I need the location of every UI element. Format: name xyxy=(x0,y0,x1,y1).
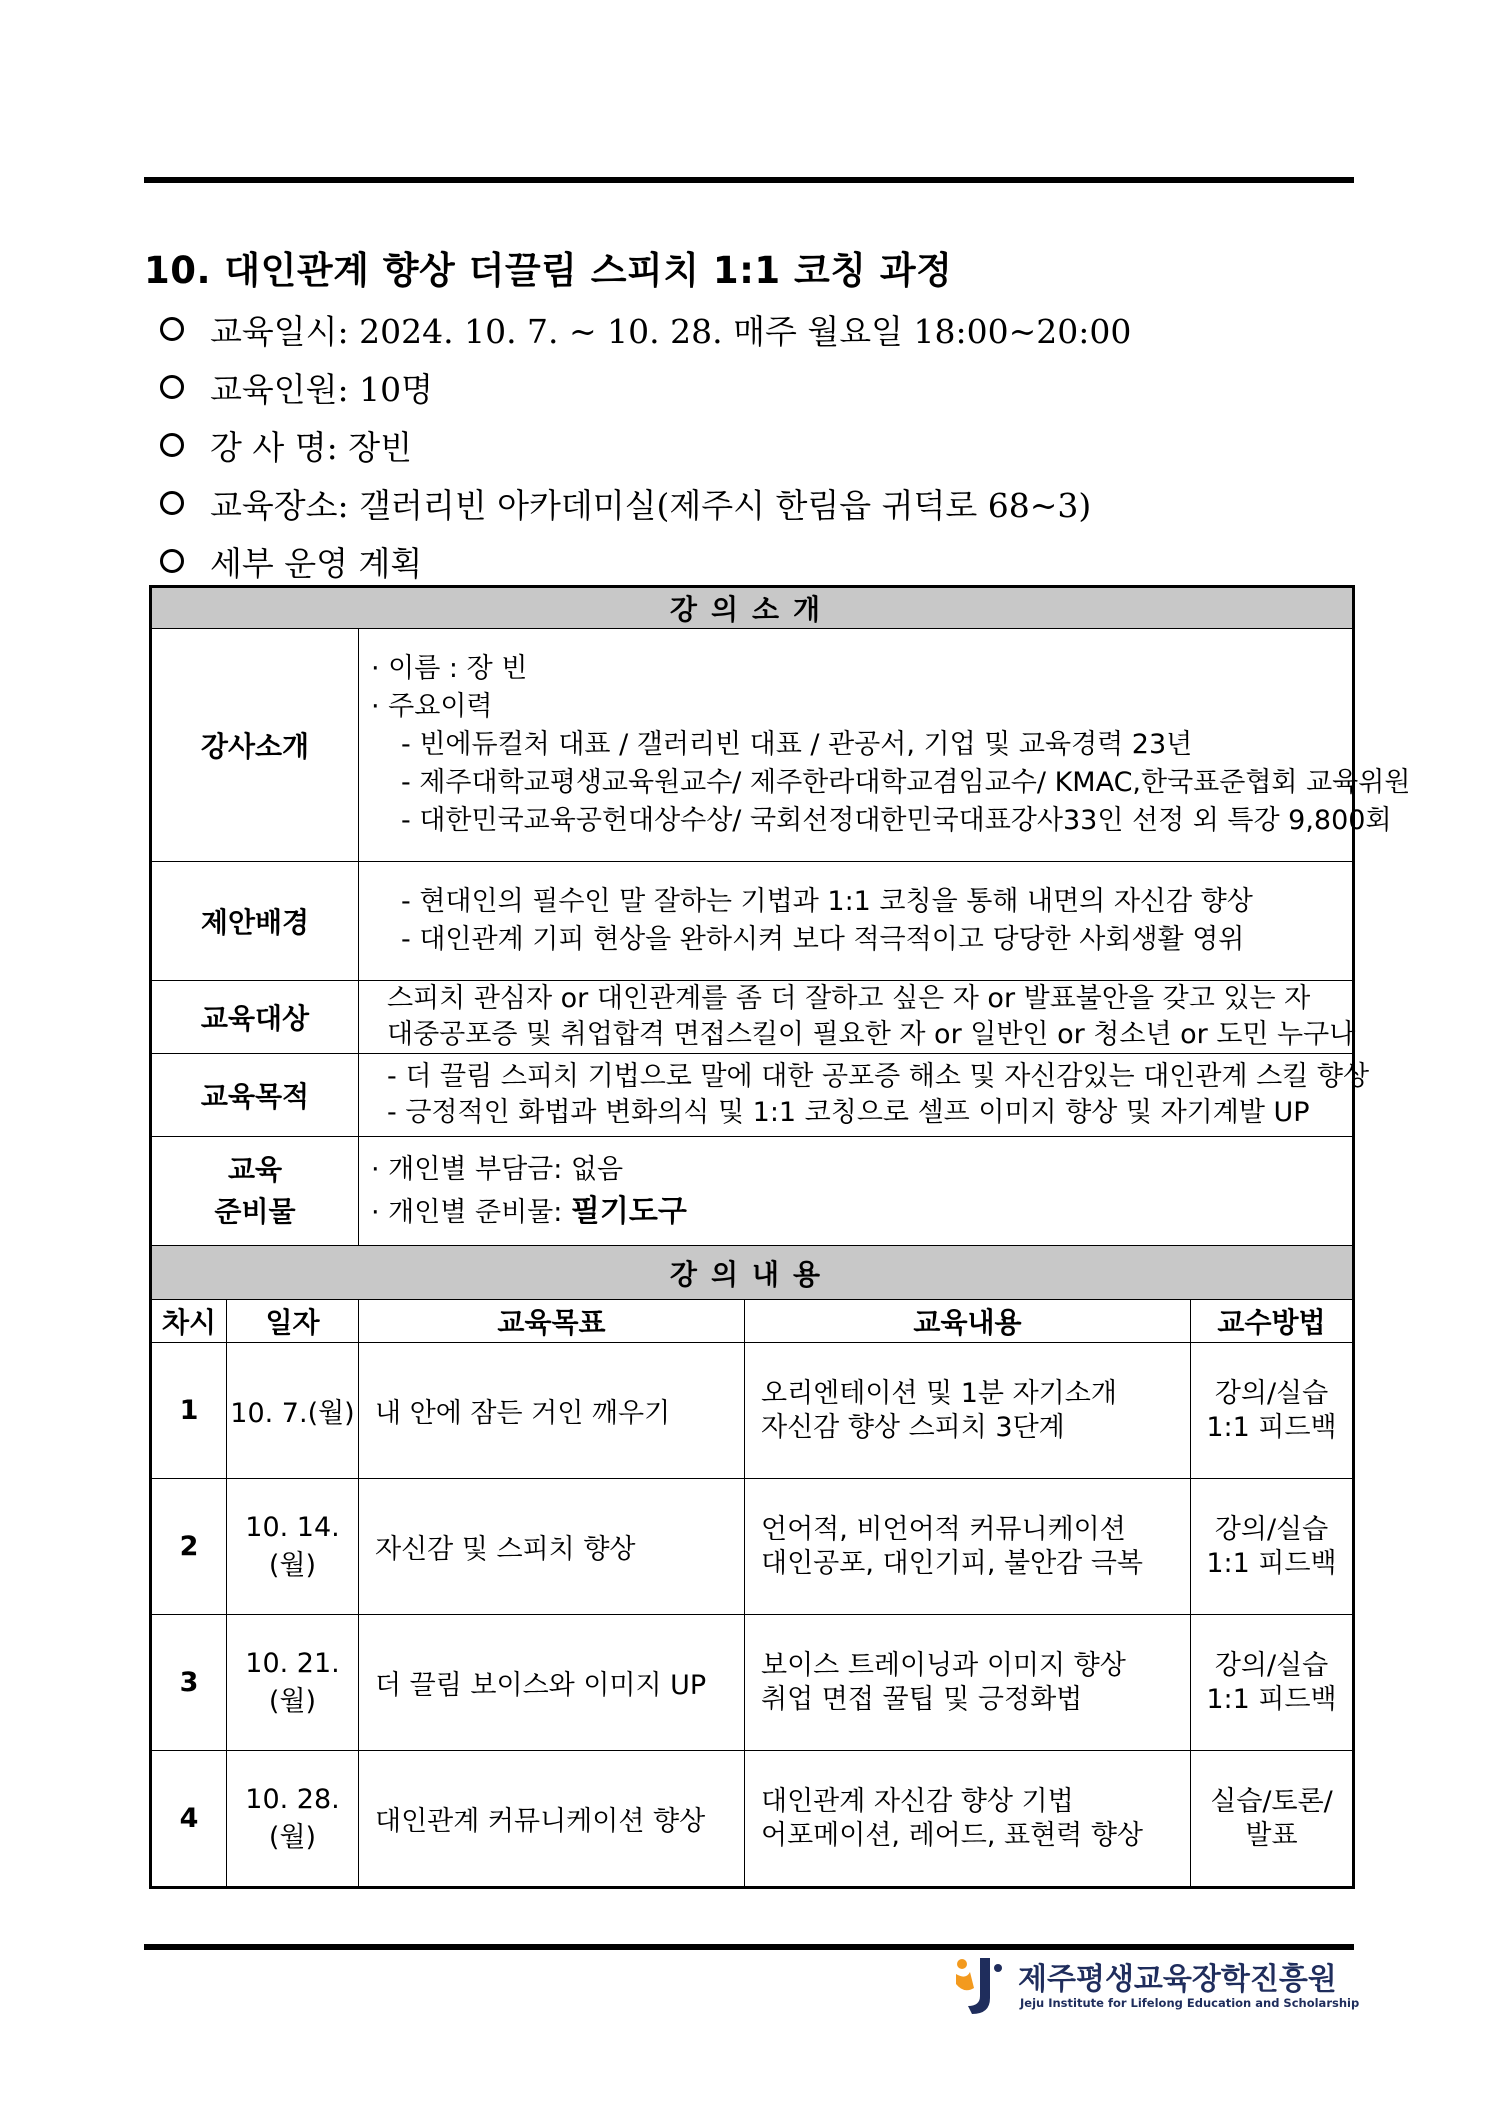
session-content: 대인관계 자신감 향상 기법 어포메이션, 레어드, 표현력 향상 xyxy=(745,1751,1191,1888)
objective-content: - 더 끌림 스피치 기법으로 말에 대한 공포증 해소 및 자신감있는 대인관계 스킬 향상 - 긍정적인 화법과 변화의식 및 1:1 코칭으로 셀프 이미지 향상 및 자기계발 UP xyxy=(359,1054,1354,1137)
info-location: 교육장소: 갤러리빈 아카데미실(제주시 한림읍 귀덕로 68~3) xyxy=(160,474,1131,532)
instructor-label: 강사소개 xyxy=(151,629,359,862)
table-row xyxy=(151,1615,1354,1751)
footer-logo xyxy=(950,1950,1360,2020)
circle-bullet-icon xyxy=(160,433,184,457)
session-number: 1 xyxy=(151,1343,227,1479)
session-content: 오리엔테이션 및 1분 자기소개 자신감 향상 스피치 3단계 xyxy=(745,1343,1191,1479)
session-number: 4 xyxy=(151,1751,227,1888)
materials-content: · 개인별 부담금: 없음 · 개인별 준비물: 필기도구 xyxy=(359,1137,1354,1246)
session-method: 강의/실습 1:1 피드백 xyxy=(1191,1343,1354,1479)
session-goal: 대인관계 커뮤니케이션 향상 xyxy=(359,1751,745,1888)
target-label: 교육대상 xyxy=(151,981,359,1054)
jeju-institute-logo-icon xyxy=(950,1954,1010,2018)
col-method: 교수방법 xyxy=(1191,1300,1354,1343)
session-date: 10. 28.(월) xyxy=(227,1751,359,1888)
materials-label: 교육 준비물 xyxy=(151,1137,359,1246)
course-plan-table xyxy=(149,585,1411,1889)
org-name-en: Jeju Institute for Lifelong Education and Scholarship xyxy=(1020,1996,1360,2010)
background-row xyxy=(151,862,1354,981)
intro-section-header: 강의소개 xyxy=(151,587,1354,629)
table-row xyxy=(151,1751,1354,1888)
col-content: 교육내용 xyxy=(745,1300,1191,1343)
page-title: 10. 대인관계 향상 더끌림 스피치 1:1 코칭 과정 xyxy=(144,249,953,292)
target-row xyxy=(151,981,1354,1054)
info-capacity: 교육인원: 10명 xyxy=(160,358,1131,416)
info-instructor: 강 사 명: 장빈 xyxy=(160,416,1131,474)
materials-row xyxy=(151,1137,1354,1246)
session-content: 언어적, 비언어적 커뮤니케이션 대인공포, 대인기피, 불안감 극복 xyxy=(745,1479,1191,1615)
instructor-content: · 이름 : 장 빈 · 주요이력 - 빈에듀컬처 대표 / 갤러리빈 대표 / 관공서, 기업 및 교육경력 23년 - 제주대학교평생교육원교수/ 제주한라대학교겸임교수/ KMAC,한국표준협회 교육위원 - 대한민국교육공헌대상수상/ 국회선정대한민국대표강사33인 선정 외 특강 9,800회 xyxy=(359,629,1354,862)
circle-bullet-icon xyxy=(160,375,184,399)
session-goal: 자신감 및 스피치 향상 xyxy=(359,1479,745,1615)
column-header-row xyxy=(151,1300,1354,1343)
course-info-list xyxy=(160,300,1131,590)
top-rule xyxy=(144,177,1354,183)
session-date: 10. 21.(월) xyxy=(227,1615,359,1751)
col-date: 일자 xyxy=(227,1300,359,1343)
session-method: 강의/실습 1:1 피드백 xyxy=(1191,1479,1354,1615)
circle-bullet-icon xyxy=(160,491,184,515)
background-content: - 현대인의 필수인 말 잘하는 기법과 1:1 코칭을 통해 내면의 자신감 향상 - 대인관계 기피 현상을 완하시켜 보다 적극적이고 당당한 사회생활 영위 xyxy=(359,862,1354,981)
content-section-header: 강의내용 xyxy=(151,1246,1354,1300)
session-goal: 내 안에 잠든 거인 깨우기 xyxy=(359,1343,745,1479)
objective-label: 교육목적 xyxy=(151,1054,359,1137)
session-number: 2 xyxy=(151,1479,227,1615)
table-row xyxy=(151,1479,1354,1615)
session-number: 3 xyxy=(151,1615,227,1751)
col-goal: 교육목표 xyxy=(359,1300,745,1343)
org-name: 제주평생교육장학진흥원 xyxy=(1018,1962,1337,1997)
info-schedule: 교육일시: 2024. 10. 7. ~ 10. 28. 매주 월요일 18:00~20:00 xyxy=(160,300,1131,358)
session-content: 보이스 트레이닝과 이미지 향상 취업 면접 꿀팁 및 긍정화법 xyxy=(745,1615,1191,1751)
circle-bullet-icon xyxy=(160,317,184,341)
objective-row xyxy=(151,1054,1354,1137)
instructor-row xyxy=(151,629,1354,862)
session-method: 강의/실습 1:1 피드백 xyxy=(1191,1615,1354,1751)
session-date: 10. 7.(월) xyxy=(227,1343,359,1479)
target-content: 스피치 관심자 or 대인관계를 좀 더 잘하고 싶은 자 or 발표불안을 갖고 있는 자 대중공포증 및 취업합격 면접스킬이 필요한 자 or 일반인 or 청소년 or 도민 누구나 xyxy=(359,981,1354,1054)
table-row xyxy=(151,1343,1354,1479)
circle-bullet-icon xyxy=(160,549,184,573)
col-session: 차시 xyxy=(151,1300,227,1343)
session-method: 실습/토론/ 발표 xyxy=(1191,1751,1354,1888)
background-label: 제안배경 xyxy=(151,862,359,981)
session-goal: 더 끌림 보이스와 이미지 UP xyxy=(359,1615,745,1751)
session-date: 10. 14.(월) xyxy=(227,1479,359,1615)
info-plan: 세부 운영 계획 xyxy=(160,532,1131,590)
